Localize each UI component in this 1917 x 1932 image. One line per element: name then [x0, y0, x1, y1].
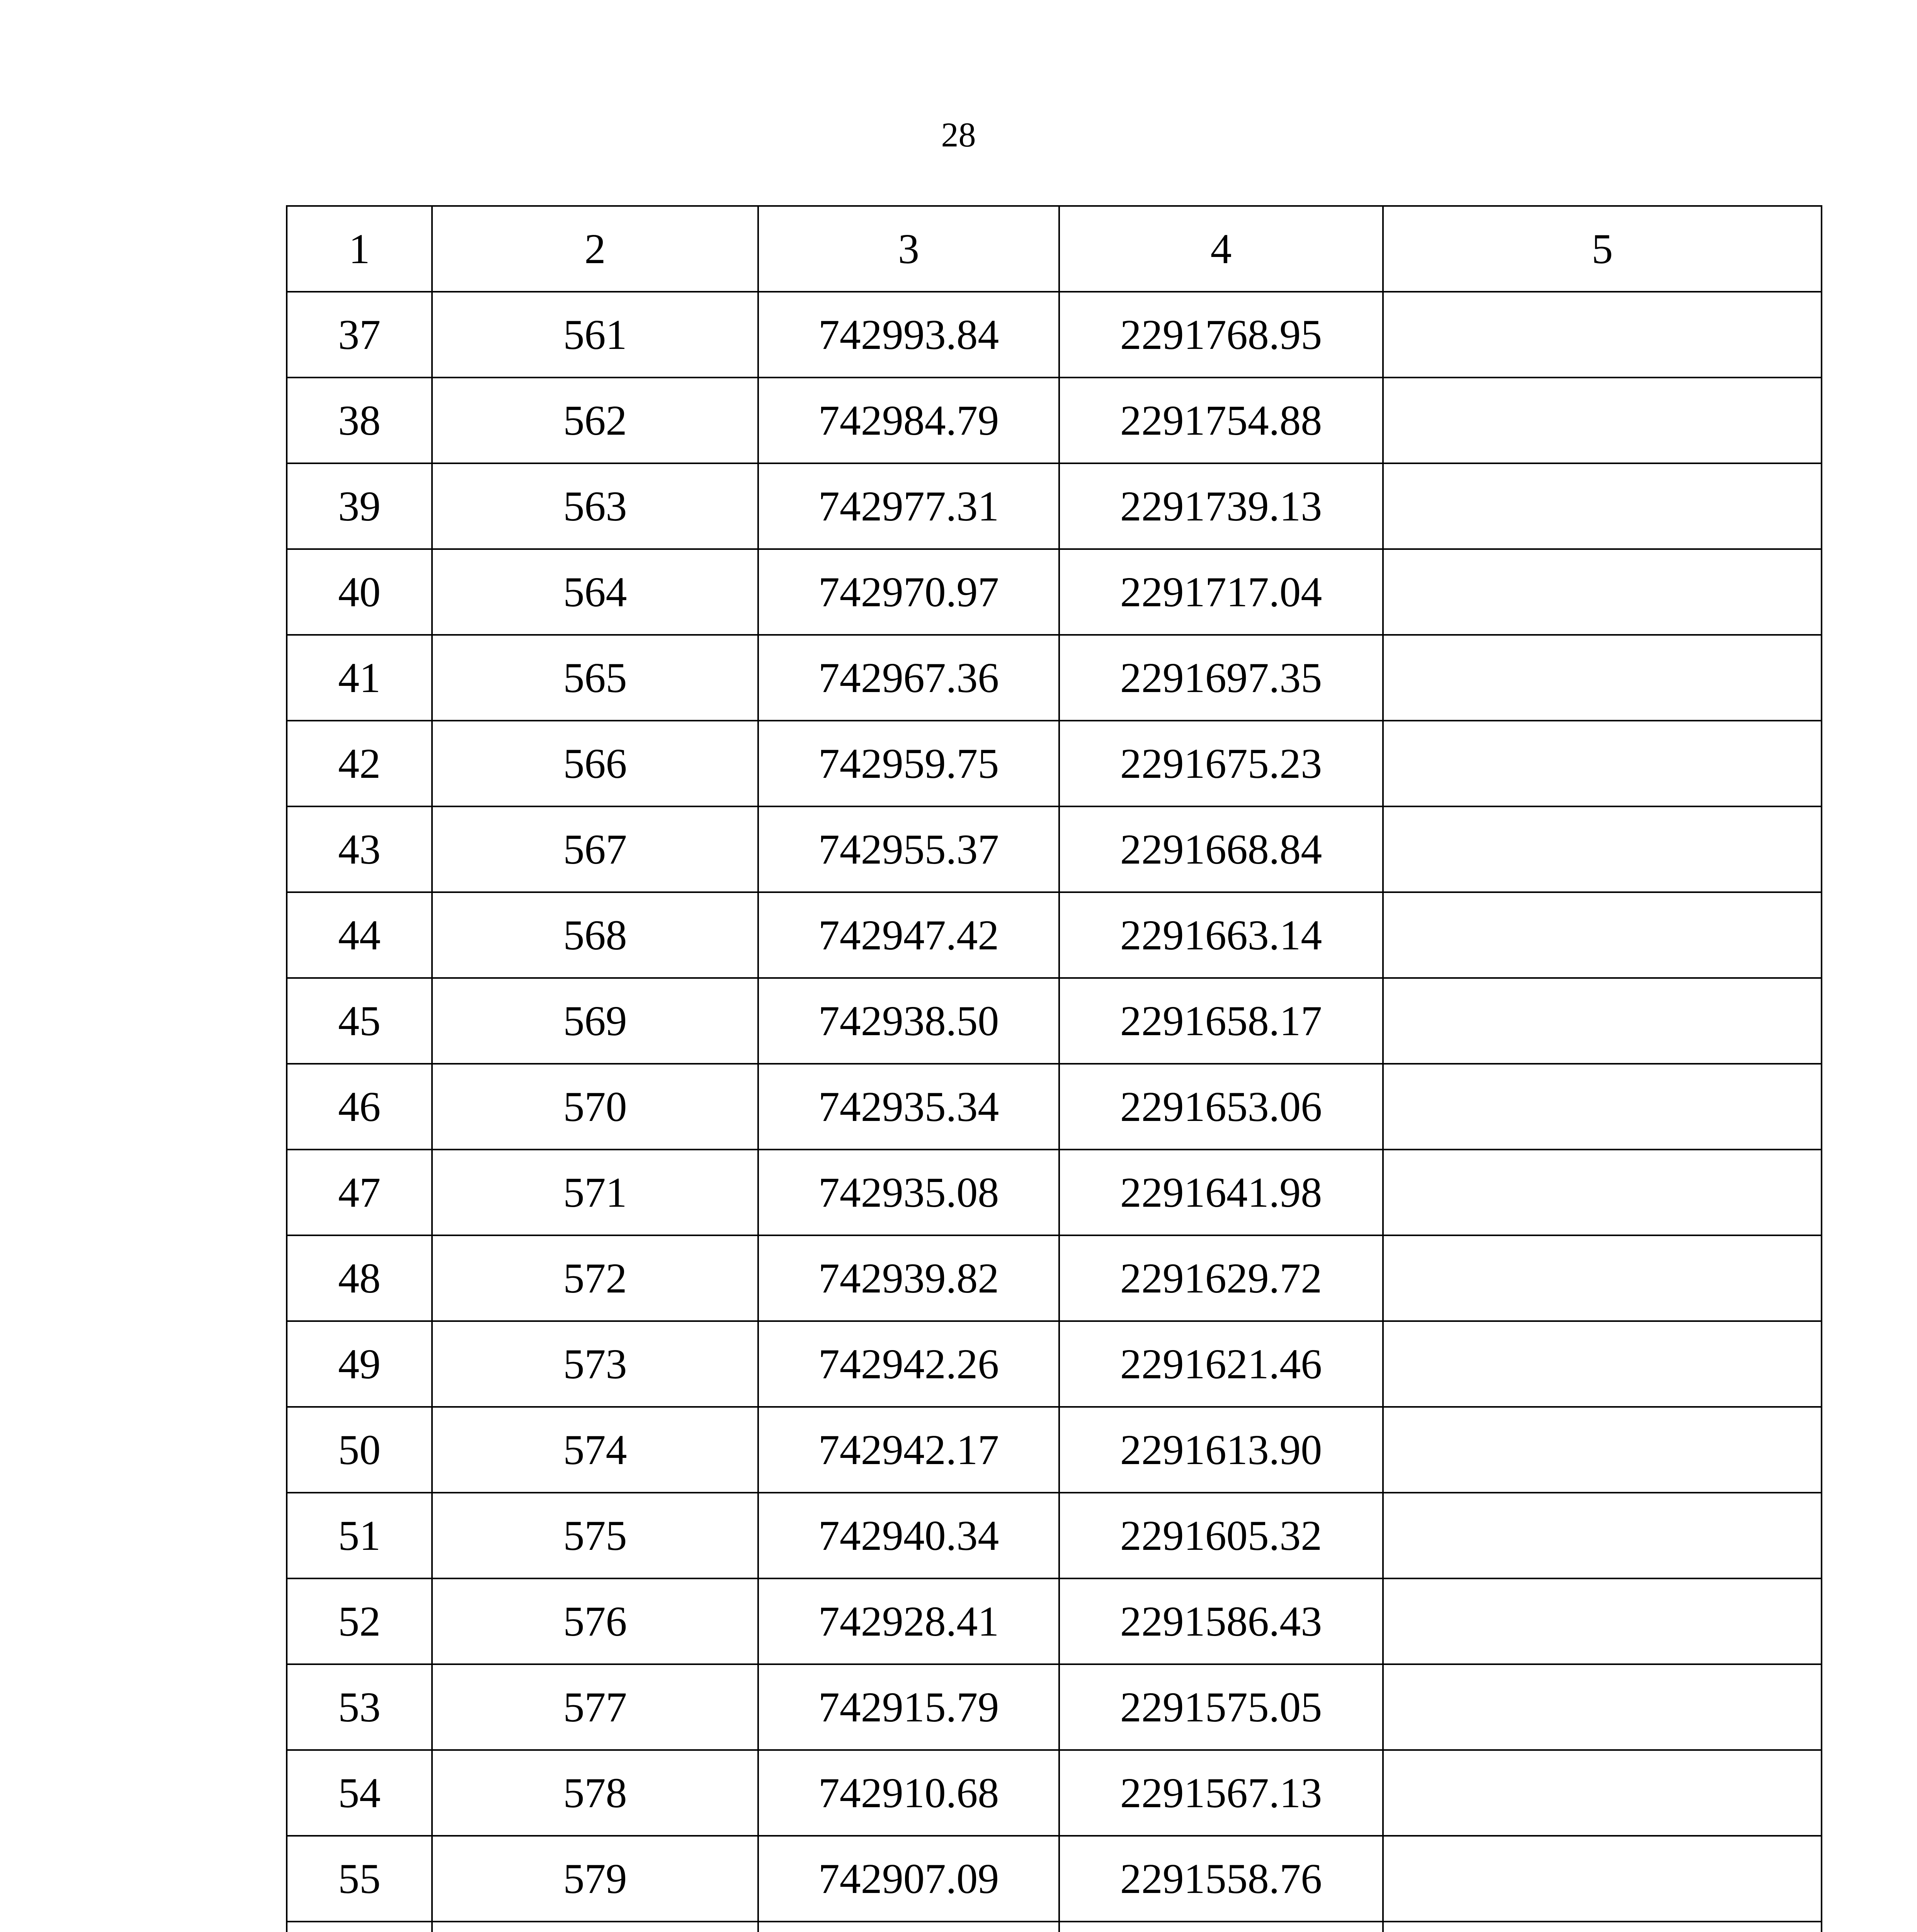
note-cell	[1383, 978, 1822, 1064]
coordinates-table	[286, 205, 1822, 1932]
point-number-cell: 576	[432, 1578, 758, 1664]
y-coordinate-cell: 2291739.13	[1059, 463, 1383, 549]
x-coordinate-cell: 742967.36	[758, 635, 1059, 721]
x-coordinate-cell: 742942.17	[758, 1407, 1059, 1493]
page-number: 28	[941, 116, 976, 154]
point-number-cell	[432, 1922, 758, 1932]
header-cell-col-2: 2	[432, 206, 758, 292]
row-index-cell: 40	[287, 549, 432, 635]
table-row	[287, 463, 1822, 549]
y-coordinate-cell: 2291558.76	[1059, 1836, 1383, 1922]
row-index-cell: 51	[287, 1493, 432, 1578]
y-coordinate-cell: 2291668.84	[1059, 806, 1383, 892]
point-number-cell: 578	[432, 1750, 758, 1836]
row-index-cell: 46	[287, 1064, 432, 1150]
y-coordinate-cell: 2291697.35	[1059, 635, 1383, 721]
row-index-cell: 49	[287, 1321, 432, 1407]
point-number-cell: 563	[432, 463, 758, 549]
note-cell	[1383, 292, 1822, 378]
y-coordinate-cell: 2291641.98	[1059, 1150, 1383, 1235]
row-index-cell: 41	[287, 635, 432, 721]
row-index-cell: 47	[287, 1150, 432, 1235]
point-number-cell: 562	[432, 378, 758, 463]
row-index-cell: 45	[287, 978, 432, 1064]
note-cell	[1383, 1321, 1822, 1407]
row-index-cell: 53	[287, 1664, 432, 1750]
x-coordinate-cell: 742955.37	[758, 806, 1059, 892]
note-cell	[1383, 463, 1822, 549]
table-header-row	[287, 206, 1822, 292]
note-cell	[1383, 1150, 1822, 1235]
point-number-cell: 561	[432, 292, 758, 378]
y-coordinate-cell: 2291613.90	[1059, 1407, 1383, 1493]
point-number-cell: 573	[432, 1321, 758, 1407]
point-number-cell: 565	[432, 635, 758, 721]
y-coordinate-cell: 2291663.14	[1059, 892, 1383, 978]
table-body	[287, 206, 1822, 1932]
x-coordinate-cell: 742938.50	[758, 978, 1059, 1064]
point-number-cell: 567	[432, 806, 758, 892]
x-coordinate-cell: 742915.79	[758, 1664, 1059, 1750]
point-number-cell: 566	[432, 721, 758, 806]
row-index-cell: 44	[287, 892, 432, 978]
header-cell-col-5: 5	[1383, 206, 1822, 292]
y-coordinate-cell: 2291621.46	[1059, 1321, 1383, 1407]
point-number-cell: 577	[432, 1664, 758, 1750]
point-number-cell: 571	[432, 1150, 758, 1235]
row-index-cell: 43	[287, 806, 432, 892]
x-coordinate-cell: 742907.09	[758, 1836, 1059, 1922]
note-cell	[1383, 635, 1822, 721]
table-row	[287, 1664, 1822, 1750]
y-coordinate-cell: 2291658.17	[1059, 978, 1383, 1064]
y-coordinate-cell: 2291754.88	[1059, 378, 1383, 463]
point-number-cell: 569	[432, 978, 758, 1064]
table-row	[287, 1407, 1822, 1493]
table-row	[287, 1750, 1822, 1836]
x-coordinate-cell: 742959.75	[758, 721, 1059, 806]
note-cell	[1383, 1664, 1822, 1750]
y-coordinate-cell: 2291717.04	[1059, 549, 1383, 635]
row-index-cell: 39	[287, 463, 432, 549]
table-row	[287, 1235, 1822, 1321]
y-coordinate-cell: 2291567.13	[1059, 1750, 1383, 1836]
x-coordinate-cell: 742935.34	[758, 1064, 1059, 1150]
y-coordinate-cell: 2291675.23	[1059, 721, 1383, 806]
header-cell-col-4: 4	[1059, 206, 1383, 292]
y-coordinate-cell	[1059, 1922, 1383, 1932]
row-index-cell: 52	[287, 1578, 432, 1664]
note-cell	[1383, 806, 1822, 892]
note-cell	[1383, 1493, 1822, 1578]
table-row	[287, 892, 1822, 978]
table-row	[287, 1578, 1822, 1664]
row-index-cell: 54	[287, 1750, 432, 1836]
row-index-cell: 48	[287, 1235, 432, 1321]
note-cell	[1383, 721, 1822, 806]
x-coordinate-cell	[758, 1922, 1059, 1932]
row-index-cell: 55	[287, 1836, 432, 1922]
point-number-cell: 572	[432, 1235, 758, 1321]
table-row	[287, 549, 1822, 635]
x-coordinate-cell: 742939.82	[758, 1235, 1059, 1321]
point-number-cell: 570	[432, 1064, 758, 1150]
point-number-cell: 579	[432, 1836, 758, 1922]
point-number-cell: 574	[432, 1407, 758, 1493]
y-coordinate-cell: 2291586.43	[1059, 1578, 1383, 1664]
x-coordinate-cell: 742935.08	[758, 1150, 1059, 1235]
x-coordinate-cell: 742947.42	[758, 892, 1059, 978]
row-index-cell: 42	[287, 721, 432, 806]
y-coordinate-cell: 2291575.05	[1059, 1664, 1383, 1750]
x-coordinate-cell: 742942.26	[758, 1321, 1059, 1407]
x-coordinate-cell: 742940.34	[758, 1493, 1059, 1578]
y-coordinate-cell: 2291768.95	[1059, 292, 1383, 378]
table-row	[287, 978, 1822, 1064]
note-cell	[1383, 1578, 1822, 1664]
row-index-cell: 50	[287, 1407, 432, 1493]
note-cell	[1383, 892, 1822, 978]
table-row	[287, 1150, 1822, 1235]
note-cell	[1383, 1235, 1822, 1321]
table-row	[287, 1493, 1822, 1578]
table-row	[287, 378, 1822, 463]
y-coordinate-cell: 2291629.72	[1059, 1235, 1383, 1321]
table-row	[287, 721, 1822, 806]
note-cell	[1383, 1836, 1822, 1922]
x-coordinate-cell: 742977.31	[758, 463, 1059, 549]
note-cell	[1383, 1750, 1822, 1836]
note-cell	[1383, 1922, 1822, 1932]
table-row	[287, 1321, 1822, 1407]
note-cell	[1383, 1064, 1822, 1150]
note-cell	[1383, 378, 1822, 463]
y-coordinate-cell: 2291605.32	[1059, 1493, 1383, 1578]
point-number-cell: 575	[432, 1493, 758, 1578]
note-cell	[1383, 549, 1822, 635]
header-cell-col-3: 3	[758, 206, 1059, 292]
table-row	[287, 292, 1822, 378]
x-coordinate-cell: 742993.84	[758, 292, 1059, 378]
table-row	[287, 635, 1822, 721]
x-coordinate-cell: 742970.97	[758, 549, 1059, 635]
row-index-cell: 37	[287, 292, 432, 378]
point-number-cell: 568	[432, 892, 758, 978]
point-number-cell: 564	[432, 549, 758, 635]
row-index-cell: 38	[287, 378, 432, 463]
note-cell	[1383, 1407, 1822, 1493]
row-index-cell	[287, 1922, 432, 1932]
table-row	[287, 1922, 1822, 1932]
x-coordinate-cell: 742984.79	[758, 378, 1059, 463]
table-row	[287, 1836, 1822, 1922]
table-row	[287, 806, 1822, 892]
x-coordinate-cell: 742928.41	[758, 1578, 1059, 1664]
y-coordinate-cell: 2291653.06	[1059, 1064, 1383, 1150]
header-cell-col-1: 1	[287, 206, 432, 292]
x-coordinate-cell: 742910.68	[758, 1750, 1059, 1836]
table-row	[287, 1064, 1822, 1150]
